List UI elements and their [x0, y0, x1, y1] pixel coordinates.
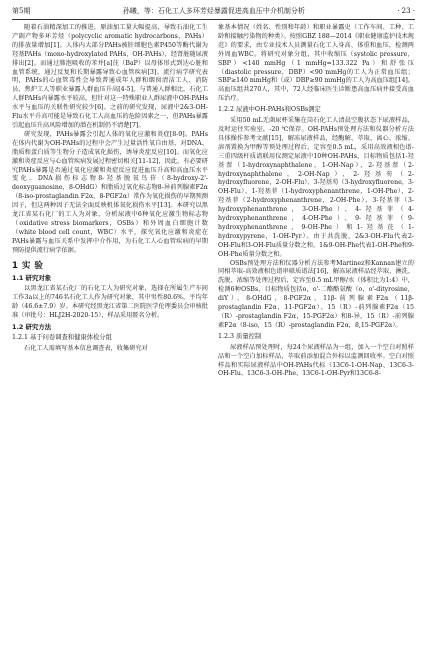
paragraph: 以黑龙江省某石化厂的石化工人为研究对象，选择在所属生产车间工作3a以上的746名石化工人作为研究对象，其中男性80.6%，平均年龄（46.6±7.9）岁。本研究经黑龙江省第二医院医学伦理委员会审核批准（审批号：HLJ2H-2020-15），样品采用匿名分析。: [12, 285, 208, 320]
paragraph: 石化工人需填写基本信息调查表，收集研究对: [24, 344, 148, 352]
two-column-body: [12, 24, 415, 379]
paragraph: OSBs预处理方法和仪器分析方法参考Martinez和Kannan建立的同相萃取-高效液相色谱串联质谱法[16]，解冻尿液样品经萃取、淋洗、洗脱、浓缩等处理过程后，定容至0.5 mL甲醇/水（体积比为1:4）中，检测6种OSBs，目标物质包括o，o'-二酪酪氨酸（o，o'-dityrosine，diY）、8-OHdG、8-PGF2α、11β-前列腺素F2α（11β-prostaglandin F2α，11-PGF2α）、15（R）-前列腺素F2α（15（R）-prostaglandin F2α，15-PGF2α）和8-异，15（R）-前列腺素F2α（8-iso，15（R）-prostaglandin F2α，8,15-PGF2α）。: [218, 259, 414, 329]
running-header: [12, 6, 415, 20]
subsubsection-heading: 1.2.1 基于问卷调查和健康体检分组: [12, 333, 112, 341]
subsection-heading: 1.2 研究方法: [12, 323, 52, 331]
running-title: 孙曦，等：石化工人多环芳烃暴露促进高血压中介机制分析: [122, 7, 305, 15]
issue-number: 第5期: [12, 7, 31, 15]
paragraph: 尿液样品预处理时，每24个尿液样品为一组，加入一个空白对照样品和一个空白加标样品，萃取前添加混合外标以监测回收率。空白对照样品和实际尿液样品中OH-PAHs代标（13C6-1-OH-Nap、13C6-3-OH-Flu、13C6-3-OH-Phe、13C6-1-OH-Pyr和13C6-8-: [218, 343, 414, 378]
subsubsection-heading: 1.2.3 质量控制: [218, 332, 262, 340]
paragraph: 研究发现，PAHs暴露会引起人体的氧化应激和炎症[8-9]。PAHs在体内代谢为OH-PAHs的过程中会产生过量活性氧自由基，对DNA、脂质和蛋白质等生物分子造成氧化损伤，诱导炎症反应[10]。而氧化应激和炎症反应与心血管疾病发展过程密切相关[11-12]，因此，有必要研究PAHs暴露是否通过氧化应激和炎症反应促进血压升高和高血压水平变化。DNA损伤标志物8-羟基脱氧鸟苷（8-hydroxy-2'-deoxyguanosine，8-OHdG）和脂质过氧化标志物8-异前列腺素F2α（8-iso-prostaglandin F2α，8-PGF2α）常作为氧化损伤的早期预测因子，但这两种因子无法全面反映机体氧化损伤水平[13]。本研究以黑龙江省某石化厂的工人为对象，分析尿液中6种氧化应激生物标志物（oxidative stress biomarkers，OSBs）和外周血白细胞计数（white blood cell count，WBC）水平，探究氧化应激和炎症在PAHs暴露与血压关系中发挥中介作用，为石化工人心血管疾病的早期预防提供流行病学依据。: [12, 130, 208, 254]
left-column: [12, 24, 208, 379]
section-heading: 1 实 验: [12, 260, 44, 271]
paragraph: 象基本情况（姓名、性别和年龄）和职业暴露史（工作车间、工种、工龄和接触污染物的种类）。按照GBZ 188—2014《职业健康监护技术规范》的要求，由专业技术人员测量石化工人身高、体重和血压，检测两外周血WBC。将研究对象分组，其中收缩压（systolic pressure，SBP）<140 mmHg（1 mmHg=133.322 Pa）和舒张压（diastolic pressure，DBP）<90 mmHg的工人为正常血压组；SBP≥140 mmHg和（或）DBP≥90 mmHg的工人为高血压组[14]。高血压组共270人，其中，72人经临床医生诊断患高血压病并接受高血压治疗。: [218, 24, 414, 103]
right-column: [218, 24, 414, 379]
paragraph: 采用50 mL无菌尿杯采集在岗石化工人清晨空腹状态下尿液样品，及时运往实验室，-20 ℃保存。OH-PAHs预处理方法和仪器分析方法具体操作参考文献[15]，解冻尿液样品，经酶解、萃取、离心、浓缩、溶剂置换为甲醇等预处理过程后，定容至0.5 mL，采用高效液相色谱-三重四级杆质谱联用仪测定尿液中10种OH-PAHs，目标物质包括1-羟基萘（1-hydroxynaphthalene，1-OH-Nap）、2-羟基萘（2-hydroxynaphthalene，2-OH-Nap）、2-羟基芴（2-hydroxyfluorene，2-OH-Flu）、3-羟基芴（3-hydroxyfluorene，3-OH-Flu）、1-羟基菲（1-hydroxyphenanthrene，1-OH-Phe）、2-羟基菲（2-hydroxyphenanthrene，2-OH-Phe）、3-羟基菲（3-hydroxyphenanthrene，3-OH-Phe）、4-羟基菲（4-hydroxyphenanthrene，4-OH-Phe）、9-羟基菲（9-hydroxyphenanthrene，9-OH-Phe）和1-羟基芘（1-hydroxypyrene，1-OH-Pyr）。由于共洗脱，2&3-OH-Flu代表2-OH-Flu和3-OH-Flu质量分数之和，1&9-OH-Phe代表1-OH-Phe和9-OH-Phe质量分数之和。: [218, 117, 414, 258]
subsubsection-heading: 1.2.2 尿液中OH-PAHs和OSBs测定: [218, 106, 321, 114]
page-number: · 23 ·: [397, 7, 415, 15]
paragraph: 随着石油精深加工的推进，原油加工量大幅提高，导致石油化工生产副产物多环芳烃（polycyclic aromatic hydrocarbons，PAHs）的排放量增加[1]。人体内大部分PAHs被肝细胞色素P450等酶代谢为羟基PAHs（mono-hydroxylated PAHs，OH-PAHs），经肾脏随尿液排出[2]。而通过肺泡吸收的苯并[a]芘（BaP）以母体形式到达心脏和血管系统，通过反复和长期暴露导致心血管疾病[3]。流行病学研究表明，PAHs的心血管毒性会导致普通成年人群和烟囱清洁工人、消防员、焦炉工人等职业暴露人群血压升高[4-5]。与普通人群相比，石化工人群PAHs内暴露水平较高，但针对这一特殊职业人群尿液中OH-PAHs水平与血压的关联性研究较少[6]。之前的研究发现，尿液中2&3-OH-Flu水平升高可能是导致石化工人高血压的危险因素之一，但PAHs暴露引起血压升高风险增加的潜在机制仍不清楚[7]。: [12, 24, 208, 129]
subsection-heading: 1.1 研究对象: [12, 274, 52, 283]
